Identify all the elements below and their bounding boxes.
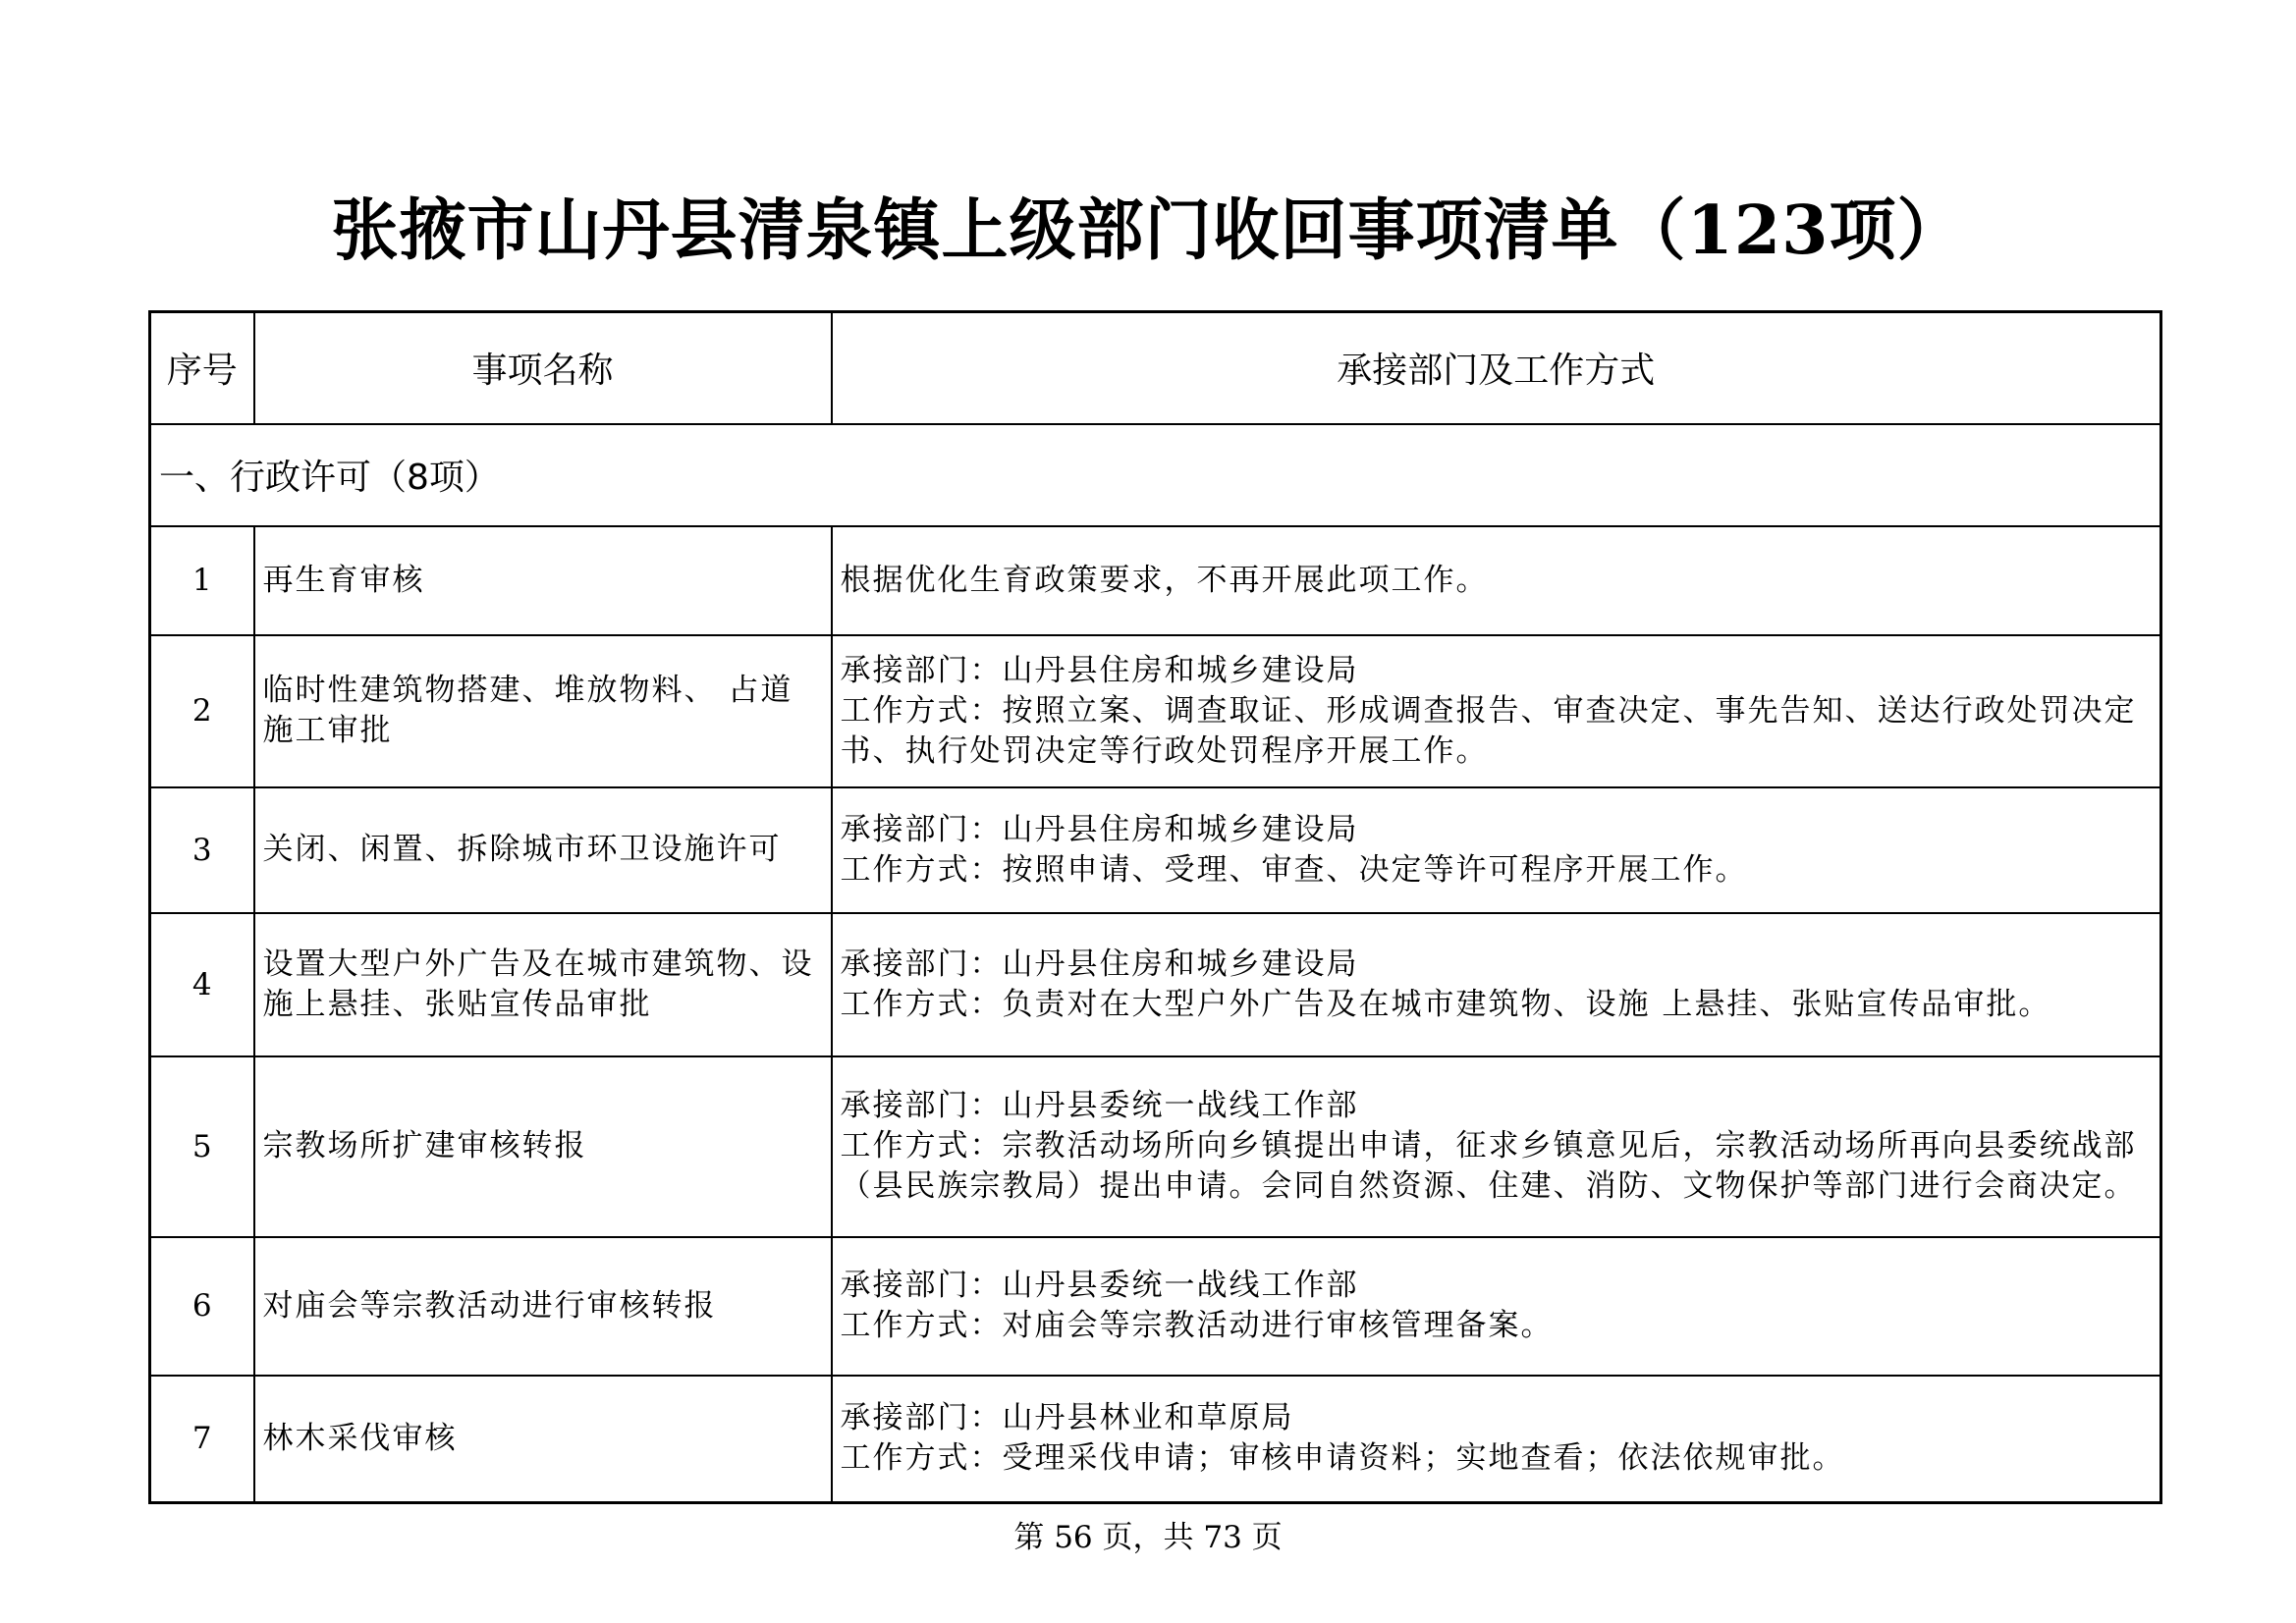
- row-seq: 4: [150, 913, 254, 1056]
- row-method: [832, 1376, 2161, 1503]
- table-row: [150, 1056, 2161, 1237]
- method-line: 承接部门：山丹县住房和城乡建设局: [840, 946, 1359, 982]
- row-method: [832, 913, 2161, 1056]
- row-name: 临时性建筑物搭建、堆放物料、 占道施工审批: [254, 635, 832, 787]
- row-method: [832, 1056, 2161, 1237]
- method-line: 承接部门：山丹县住房和城乡建设局: [840, 811, 1359, 847]
- section-title: 一、行政许可（8项）: [150, 424, 2161, 526]
- row-method: [832, 526, 2161, 635]
- items-table: [148, 310, 2162, 1504]
- method-line: 工作方式：对庙会等宗教活动进行审核管理备案。: [840, 1308, 1554, 1343]
- table-row: [150, 913, 2161, 1056]
- row-seq: 5: [150, 1056, 254, 1237]
- method-line: 工作方式：负责对在大型户外广告及在城市建筑物、设施 上悬挂、张贴宣传品审批。: [840, 986, 2051, 1022]
- method-line: 承接部门：山丹县委统一战线工作部: [840, 1268, 1359, 1303]
- row-method: [832, 1237, 2161, 1376]
- row-name: 关闭、闲置、拆除城市环卫设施许可: [254, 787, 832, 913]
- table-row: [150, 635, 2161, 787]
- row-seq: 7: [150, 1376, 254, 1503]
- row-name: 设置大型户外广告及在城市建筑物、设施上悬挂、张贴宣传品审批: [254, 913, 832, 1056]
- method-line: 承接部门：山丹县住房和城乡建设局: [840, 652, 1359, 688]
- table-row: [150, 1376, 2161, 1503]
- method-line: 工作方式：按照申请、受理、审查、决定等许可程序开展工作。: [840, 851, 1748, 888]
- method-line: 工作方式：受理采伐申请；审核申请资料；实地查看；依法依规审批。: [840, 1440, 1845, 1477]
- method-line: 工作方式：按照立案、调查取证、形成调查报告、审查决定、事先告知、送达行政处罚决定书、执行处罚决定等行政处罚程序开展工作。: [840, 692, 2137, 769]
- row-seq: 1: [150, 526, 254, 635]
- row-name: 再生育审核: [254, 526, 832, 635]
- table-row: [150, 787, 2161, 913]
- header-name: 事项名称: [254, 312, 832, 424]
- method-line: 根据优化生育政策要求，不再开展此项工作。: [840, 562, 1489, 598]
- row-seq: 6: [150, 1237, 254, 1376]
- method-line: 承接部门：山丹县林业和草原局: [840, 1400, 1294, 1436]
- table-row: [150, 526, 2161, 635]
- header-method: 承接部门及工作方式: [832, 312, 2161, 424]
- row-seq: 3: [150, 787, 254, 913]
- header-seq: 序号: [150, 312, 254, 424]
- row-name: 对庙会等宗教活动进行审核转报: [254, 1237, 832, 1376]
- page-footer: 第 56 页，共 73 页: [1013, 1520, 1283, 1555]
- method-line: 承接部门：山丹县委统一战线工作部: [840, 1088, 1359, 1123]
- table-row: [150, 1237, 2161, 1376]
- section-row: [150, 424, 2161, 526]
- page-title: 张掖市山丹县清泉镇上级部门收回事项清单（123项）: [331, 191, 1965, 270]
- row-seq: 2: [150, 635, 254, 787]
- row-name: 林木采伐审核: [254, 1376, 832, 1503]
- row-name: 宗教场所扩建审核转报: [254, 1056, 832, 1237]
- row-method: [832, 635, 2161, 787]
- row-method: [832, 787, 2161, 913]
- header-row: [150, 312, 2161, 424]
- method-line: 工作方式：宗教活动场所向乡镇提出申请，征求乡镇意见后，宗教活动场所再向县委统战部（县民族宗教局）提出申请。会同自然资源、住建、消防、文物保护等部门进行会商决定。: [840, 1128, 2137, 1204]
